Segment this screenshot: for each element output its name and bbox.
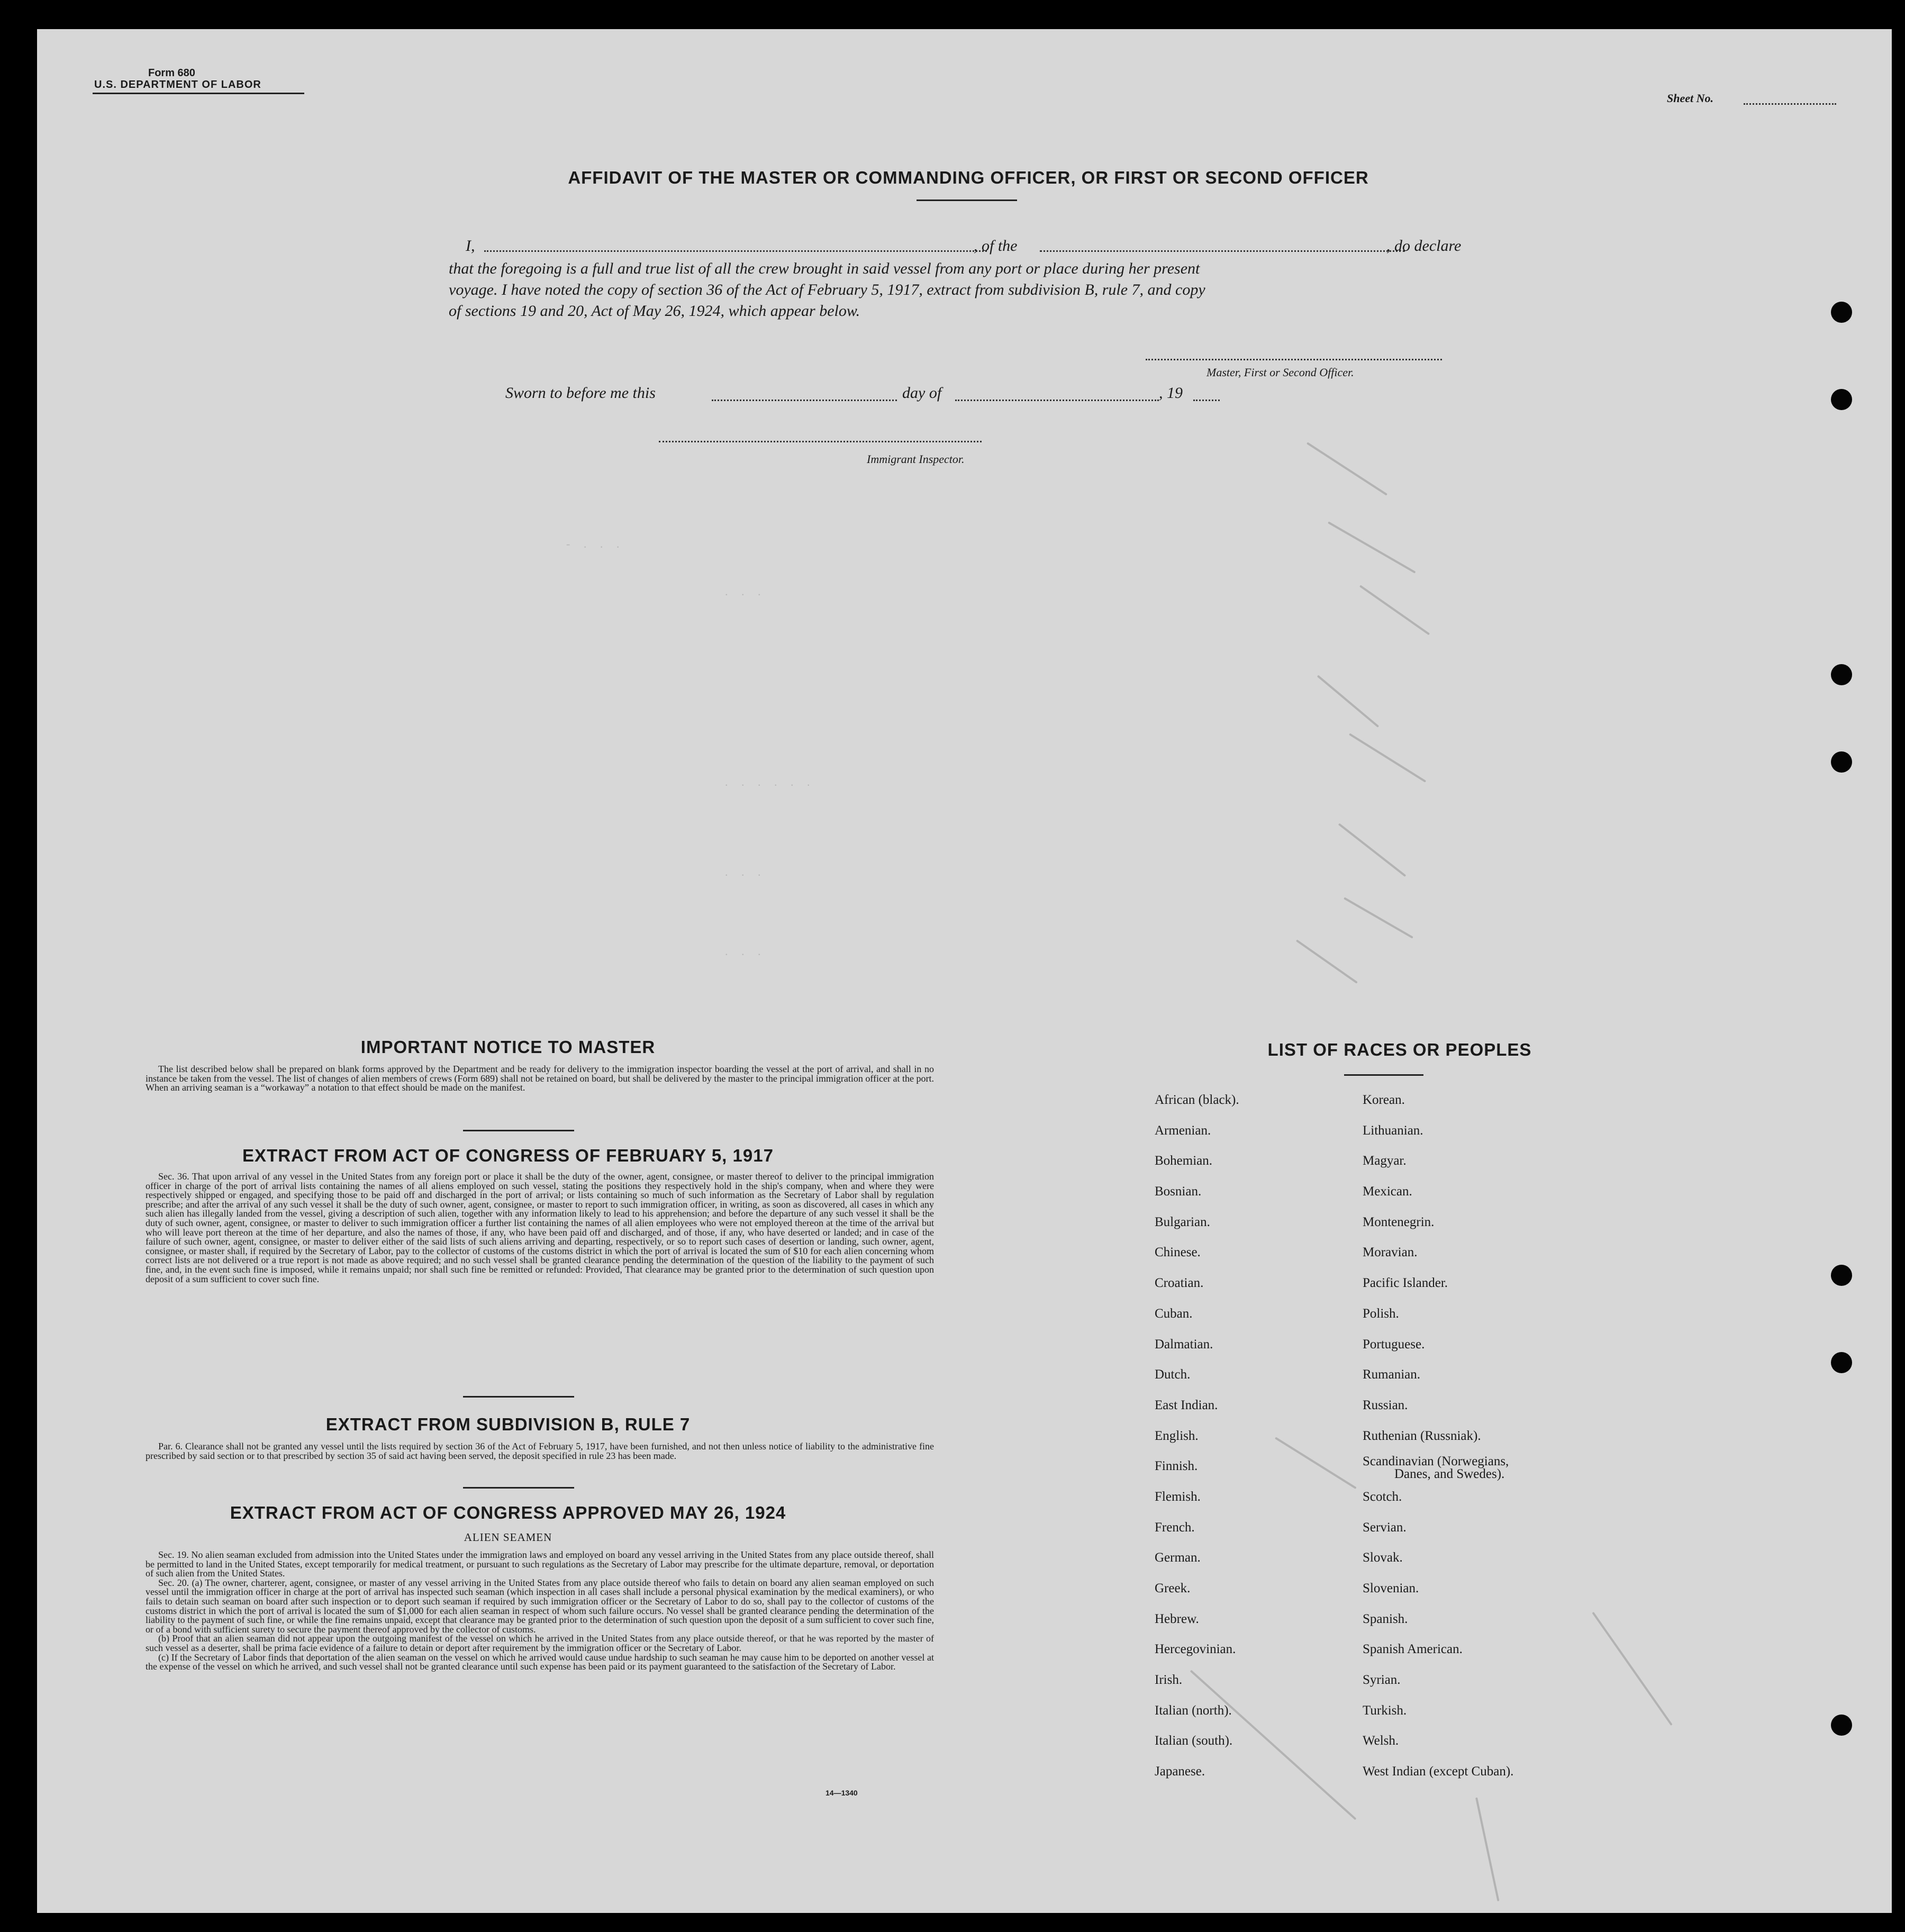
form-number: Form 680: [148, 67, 195, 79]
race-item: Finnish.: [1155, 1459, 1198, 1474]
race-item: Ruthenian (Russniak).: [1363, 1428, 1481, 1443]
race-item: Spanish American.: [1363, 1642, 1463, 1657]
paragraph-6-text: Par. 6. Clearance shall not be granted any vessel until the lists required by section 36 of the Act of February 5, 1917, have been furnished, and not then unless notice of liability to the administrative fine prescribed by said section or to that prescribed by section 35 of said act having been served, the deposit specified in rule 23 has been made.: [146, 1441, 934, 1461]
section-36-text: Sec. 36. That upon arrival of any vessel in the United States from any foreign port or place it shall be the duty of the owner, agent, consignee, or master thereof to deliver to the principal immigration officer in charge of the port of arrival lists containing the names of all aliens employed on such vessel, stating the positions they respectively hold in the ship's company, when and where they were respectively shipped or engaged, and specifying those to be paid off and discharged in the port of arrival; or lists containing so much of such information as the Secretary of Labor shall by regulation prescribe; and after the arrival of any such vessel it shall be the duty of such owner, agent, consignee, or master to report to such immigration officer, in writing, as soon as discovered, all cases in which any such alien has illegally landed from the vessel, giving a description of such alien, together with any information likely to lead to his apprehension; and before the departure of any such vessel it shall be the duty of such owner, agent, consignee, or master to deliver to such immigration officer a further list containing the names of all alien employees who were not employed thereon at the time of the arrival but who will leave port thereon at the time of her departure, and also the names of those, if any, who have been paid off and discharged, and of those, if any, who have deserted or landed; and in case of the failure of such owner, agent, consignee, or master to deliver either of the said lists of such aliens arriving and departing, respectively, or so to report such cases of desertion or landing, such owner, agent, consignee, or master shall, if required by the Secretary of Labor, pay to the collector of customs of the customs district in which the port of arrival is located the sum of $10 for each alien concerning whom correct lists are not delivered or a true report is not made as above required; and no such vessel shall be granted clearance pending the determination of the question of the liability to the payment of such fine, and, in the event such fine is imposed, while it remains unpaid; nor shall such fine be remitted or refunded: Provided, That clearance may be granted prior to the determination of such question upon deposit of a sum sufficient to cover such fine.: [146, 1171, 934, 1284]
race-item: Flemish.: [1155, 1489, 1201, 1504]
race-item: Greek.: [1155, 1581, 1191, 1595]
race-item: Mexican.: [1363, 1184, 1412, 1199]
race-item: French.: [1155, 1520, 1195, 1535]
print-code: 14—1340: [826, 1789, 858, 1797]
race-item: Irish.: [1155, 1673, 1183, 1688]
section-19-text: Sec. 19. No alien seaman excluded from admission into the United States under the immigration laws and employed on board any vessel arriving in the United States from any place outside thereof, shall be permitted to land in the United States, except temporarily for medical treatment, or pursuant to such regulations as the Secretary of Labor may prescribe for the ultimate departure, removal, or deportation of such alien from the United States.: [146, 1549, 934, 1579]
race-item: Bosnian.: [1155, 1184, 1202, 1199]
race-item: Rumanian.: [1363, 1367, 1421, 1382]
affidavit-line-2: that the foregoing is a full and true list of all the crew brought in said vessel from any port or place during her present: [449, 260, 1200, 277]
races-rule: [1344, 1074, 1423, 1076]
race-item: Turkish.: [1363, 1703, 1407, 1718]
race-item: Hercegovinian.: [1155, 1642, 1236, 1657]
punch-hole: [1831, 751, 1852, 773]
department-name: U.S. DEPARTMENT OF LABOR: [94, 79, 261, 90]
extract-1924-title: EXTRACT FROM ACT OF CONGRESS APPROVED MAY 26, 1924: [230, 1503, 786, 1522]
race-item: Korean.: [1363, 1093, 1405, 1107]
notice-text: [146, 1065, 934, 1093]
affidavit-do-declare-label: , do declare: [1386, 237, 1462, 255]
notice-rule: [463, 1130, 574, 1131]
race-item: Bulgarian.: [1155, 1214, 1210, 1229]
race-item: Slovenian.: [1363, 1581, 1419, 1595]
race-item: Welsh.: [1363, 1734, 1399, 1748]
race-item: Magyar.: [1363, 1154, 1407, 1168]
race-item: Russian.: [1363, 1398, 1408, 1412]
race-item: Moravian.: [1363, 1245, 1418, 1260]
race-item: Chinese.: [1155, 1245, 1201, 1260]
race-item: Dalmatian.: [1155, 1337, 1213, 1352]
race-item: African (black).: [1155, 1093, 1239, 1107]
inspector-signature-field[interactable]: [659, 441, 982, 442]
punch-hole: [1831, 1352, 1852, 1373]
race-item: Croatian.: [1155, 1276, 1204, 1291]
race-item: Montenegrin.: [1363, 1214, 1435, 1229]
extract-1917-title: EXTRACT FROM ACT OF CONGRESS OF FEBRUARY 5, 1917: [242, 1146, 774, 1165]
sworn-year-field[interactable]: [1193, 400, 1220, 401]
sworn-label: Sworn to before me this: [505, 384, 656, 402]
race-item: Italian (north).: [1155, 1703, 1232, 1718]
extract-rule7-title: EXTRACT FROM SUBDIVISION B, RULE 7: [325, 1414, 691, 1434]
title-rule: [917, 199, 1017, 201]
race-item: Scandinavian (Norwegians, Danes, and Swedes).: [1363, 1454, 1509, 1482]
form-page: Form 680 U.S. DEPARTMENT OF LABOR Sheet No. AFFIDAVIT OF THE MASTER OR COMMANDING OFFICER, OR FIRST OR SECOND OFFICER I, , of the , do declare that the foregoing is a full and true list of all the crew brought in said vessel from any port or place during her present voyage. I have noted the copy of section 36 of the Act of February 5, 1917, extract from subdivision B, rule 7, and copy of sections 19 and 20, Act of May 26, 1924, which appear below. Master, First or Second Officer. Sworn to before me this day of , 19 Immigrant Inspector. - . . . . . . . . . . . . . . . . . . IMPORTANT NOTICE TO MASTER The list described below shall be prepared on blank forms approved by the Department and be ready for delivery to the immigration inspector boarding the vessel at the port of arrival, and shall in no instance be taken from the vessel. The list of changes of alien members of crews (Form 689) shall not be retained on board, but shall be delivered by the master to the principal immigration officer at the port. When an arriving seaman is a “workaway” a notation to that effect should be made on the manifest. EXTRACT FROM ACT OF CONGRESS OF FEBRUARY 5, 1917 Sec. 36. That upon arrival of any vessel in the United States from any foreign port or place it shall be the duty of the owner, agent, consignee, or master thereof to deliver to the principal immigration officer in charge of the port of arrival lists containing the names of all aliens employed on such vessel, stating the positions they respectively hold in the ship's company, when and where they were respectively shipped or engaged, and specifying those to be paid off and discharged in the port of arrival; or lists containing so much of such information as the Secretary of Labor shall by regulation prescribe; and after the arrival of any such vessel it shall be the duty of such owner, agent, consignee, or master to report to such immigration officer, in writing, as soon as discovered, all cases in which any such alien has illegally landed from the vessel, giving a description of such alien, together with any information likely to lead to his apprehension; and before the departure of any such vessel it shall be the duty of such owner, agent, consignee, or master to deliver to such immigration officer a further list containing the names of all alien employees who were not employed thereon at the time of the arrival but who will leave port thereon at the time of her departure, and also the names of those, if any, who have been paid off and discharged, and of those, if any, who have deserted or landed; and in case of the failure of such owner, agent, consignee, or master to deliver either of the said lists of such aliens arriving and departing, respectively, or so to report such cases of desertion or landing, such owner, agent, consignee, or master shall, if required by the Secretary of Labor, pay to the collector of customs of the customs district in which the port of arrival is located the sum of $10 for each alien concerning whom correct lists are not delivered or a true report is not made as above required; and no such vessel shall be granted clearance pending the determination of the question of the liability to the payment of such fine, and, in the event such fine is imposed, while it remains unpaid; nor shall such fine be remitted or refunded: Provided, That clearance may be granted prior to the determination of such question upon deposit of a sum sufficient to cover such fine. EXTRACT FROM SUBDIVISION B, RULE 7 Par. 6. Clearance shall not be granted any vessel until the lists required by section 36 of the Act of February 5, 1917, have been furnished, and not then unless notice of liability to the administrative fine prescribed by said section or to that prescribed by section 35 of said act having been served, the deposit specified in rule 23 has been made. EXTRACT FROM ACT OF CONGRESS APPROVED MAY 26, 1924 ALIEN SEAMEN Sec. 19. No alien seaman excluded from admission into the United States under the immigration laws and employed on board any vessel arriving in the United States from any place outside thereof, shall be permitted to land in the United States, except temporarily for medical treatment, or pursuant to such regulations as the Secretary of Labor may prescribe for the ultimate departure, removal, or deportation of such alien from the United States. Sec. 20. (a) The owner, charterer, agent, consignee, or master of any vessel arriving in the United States from any place outside thereof who fails to detain on board any alien seaman employed on such vessel until the immigration officer in charge at the port of arrival has inspected such seaman (which inspection in all cases shall include a personal physical examination by the medical examiners), or who fails to detain such seaman on board after such inspection or to deport such seaman if required by such immigration officer or the Secretary of Labor to do so, shall pay to the collector of customs of the customs district in which the port of arrival is located the sum of $1,000 for each alien seaman in respect of whom such failure occurs. No vessel shall be granted clearance pending the determination of the liability to the payment of such fine, or while the fine remains unpaid, except that clearance may be granted prior to the determination of such question upon the deposit of a sum sufficient to cover such fine, or of a bond with sufficient surety to secure the payment thereof approved by the collector of customs. (b) Proof that an alien seaman did not appear upon the outgoing manifest of the vessel on which he arrived in the United States from any place outside thereof, or that he was reported by the master of such vessel as a deserter, shall be prima facie evidence of a failure to detain or deport after requirement by the immigration officer or the Secretary of Labor. (c) If the Secretary of Labor finds that deportation of the alien seaman on the vessel on which he arrived would cause undue hardship to such seaman he may cause him to be deported on another vessel at the expense of the vessel on which he arrived, and such vessel shall not be granted clearance until such expense has been paid or its payment guaranteed to the satisfaction of the Secretary of Labor. 14—1340 LIST OF RACES OR PEOPLES African (black). Armenian. Bohemian. Bosnian. Bulgarian. Chinese. Croatian. Cuban. Dalmatian. Dutch. East Indian. English. Finnish. Flemish. French. German. Greek. Hebrew. Hercegovinian. Irish. Italian (north). Italian (south). Japanese. Korean. Lithuanian. Magyar. Mexican. Montenegrin. Moravian. Pacific Islander. Polish. Portuguese. Rumanian. Russian. Ruthenian (Russniak). Scandinavian (Norwegians, Danes, and Swedes). Scotch. Servian. Slovak. Slovenian. Spanish. Spanish American. Syrian. Turkish. Welsh. West Indian (except Cuban).: [37, 29, 1892, 1913]
extract-rule7-body: [146, 1442, 934, 1461]
race-item: Portuguese.: [1363, 1337, 1425, 1352]
punch-hole: [1831, 389, 1852, 410]
vessel-name-field[interactable]: [1040, 250, 1405, 252]
year-label: , 19: [1159, 384, 1183, 402]
race-item-continuation: Danes, and Swedes).: [1394, 1467, 1505, 1482]
race-item: Servian.: [1363, 1520, 1407, 1535]
race-item: English.: [1155, 1428, 1199, 1443]
sworn-month-field[interactable]: [955, 400, 1159, 401]
race-item: Spanish.: [1363, 1611, 1408, 1626]
race-item: Lithuanian.: [1363, 1123, 1423, 1138]
alien-seamen-subtitle: ALIEN SEAMEN: [464, 1531, 552, 1544]
races-column-2: [1363, 1085, 1513, 1787]
races-title: LIST OF RACES OR PEOPLES: [1267, 1040, 1532, 1059]
race-item: Japanese.: [1155, 1764, 1205, 1779]
punch-hole: [1831, 1715, 1852, 1736]
race-item: Polish.: [1363, 1306, 1399, 1321]
race-item: Italian (south).: [1155, 1734, 1233, 1748]
race-item: Bohemian.: [1155, 1154, 1213, 1168]
section-20b-text: (b) Proof that an alien seaman did not appear upon the outgoing manifest of the vessel on which he arrived in the United States from any place outside thereof, or that he was reported by the master of such vessel as a deserter, shall be prima facie evidence of a failure to detain or deport after requirement by the immigration officer or the Secretary of Labor.: [146, 1633, 934, 1653]
punch-hole: [1831, 1265, 1852, 1286]
race-item: Slovak.: [1363, 1550, 1403, 1565]
declarant-name-field[interactable]: [484, 250, 987, 252]
notice-title: IMPORTANT NOTICE TO MASTER: [360, 1037, 656, 1057]
sheet-number-label: Sheet No.: [1667, 92, 1713, 105]
race-item: German.: [1155, 1550, 1201, 1565]
section-20c-text: (c) If the Secretary of Labor finds that deportation of the alien seaman on the vessel on which he arrived would cause undue hardship to such seaman he may cause him to be deported on another vessel at the expense of the vessel on which he arrived, and such vessel shall not be granted clearance until such expense has been paid or its payment guaranteed to the satisfaction of the Secretary of Labor.: [146, 1652, 934, 1672]
affidavit-of-the-label: , of the: [974, 237, 1018, 255]
race-item: Hebrew.: [1155, 1611, 1199, 1626]
affidavit-line-3: voyage. I have noted the copy of section 36 of the Act of February 5, 1917, extract from subdivision B, rule 7, and copy: [449, 281, 1205, 298]
race-item: Pacific Islander.: [1363, 1276, 1448, 1291]
race-item: Dutch.: [1155, 1367, 1191, 1382]
races-column-1: [1155, 1085, 1239, 1787]
affidavit-line-4: of sections 19 and 20, Act of May 26, 1924, which appear below.: [449, 302, 860, 320]
officer-signature-field[interactable]: [1146, 359, 1442, 360]
extract-rule7-rule: [463, 1487, 574, 1489]
notice-paragraph: The list described below shall be prepared on blank forms approved by the Department and be ready for delivery to the immigration inspector boarding the vessel at the port of arrival, and shall in no instance be taken from the vessel. The list of changes of alien members of crews (Form 689) shall not be retained on board, but shall be delivered by the master to the principal immigration officer at the port. When an arriving seaman is a “workaway” a notation to that effect should be made on the manifest.: [146, 1064, 934, 1093]
race-item: East Indian.: [1155, 1398, 1218, 1412]
day-of-label: day of: [902, 384, 942, 402]
extract-1917-body: [146, 1172, 934, 1284]
affidavit-title: AFFIDAVIT OF THE MASTER OR COMMANDING OFFICER, OR FIRST OR SECOND OFFICER: [568, 168, 1369, 187]
officer-signature-caption: Master, First or Second Officer.: [1206, 366, 1354, 379]
sheet-number-field[interactable]: [1744, 103, 1836, 105]
inspector-caption: Immigrant Inspector.: [867, 452, 965, 466]
affidavit-i-label: I,: [466, 237, 475, 255]
race-item: Cuban.: [1155, 1306, 1193, 1321]
race-item: Armenian.: [1155, 1123, 1211, 1138]
race-item: West Indian (except Cuban).: [1363, 1764, 1514, 1779]
section-20a-text: Sec. 20. (a) The owner, charterer, agent, consignee, or master of any vessel arriving in the United States from any place outside thereof who fails to detain on board any alien seaman employed on such vessel until the immigration officer in charge at the port of arrival has inspected such seaman (which inspection in all cases shall include a personal physical examination by the medical examiners), or who fails to detain such seaman on board after such inspection or to deport such seaman if required by such immigration officer or the Secretary of Labor to do so, shall pay to the collector of customs of the customs district in which the port of arrival is located the sum of $1,000 for each alien seaman in respect of whom such failure occurs. No vessel shall be granted clearance pending the determination of the liability to the payment of such fine, or while the fine remains unpaid, except that clearance may be granted prior to the determination of such question upon the deposit of a sum sufficient to cover such fine, or of a bond with sufficient surety to secure the payment thereof approved by the collector of customs.: [146, 1577, 934, 1635]
extract-1917-rule: [463, 1396, 574, 1398]
punch-hole: [1831, 664, 1852, 685]
race-item: Syrian.: [1363, 1673, 1401, 1688]
punch-hole: [1831, 302, 1852, 323]
extract-1924-body: [146, 1550, 934, 1672]
sworn-day-field[interactable]: [712, 400, 897, 401]
race-item: Scotch.: [1363, 1489, 1402, 1504]
header-rule: [93, 93, 304, 94]
